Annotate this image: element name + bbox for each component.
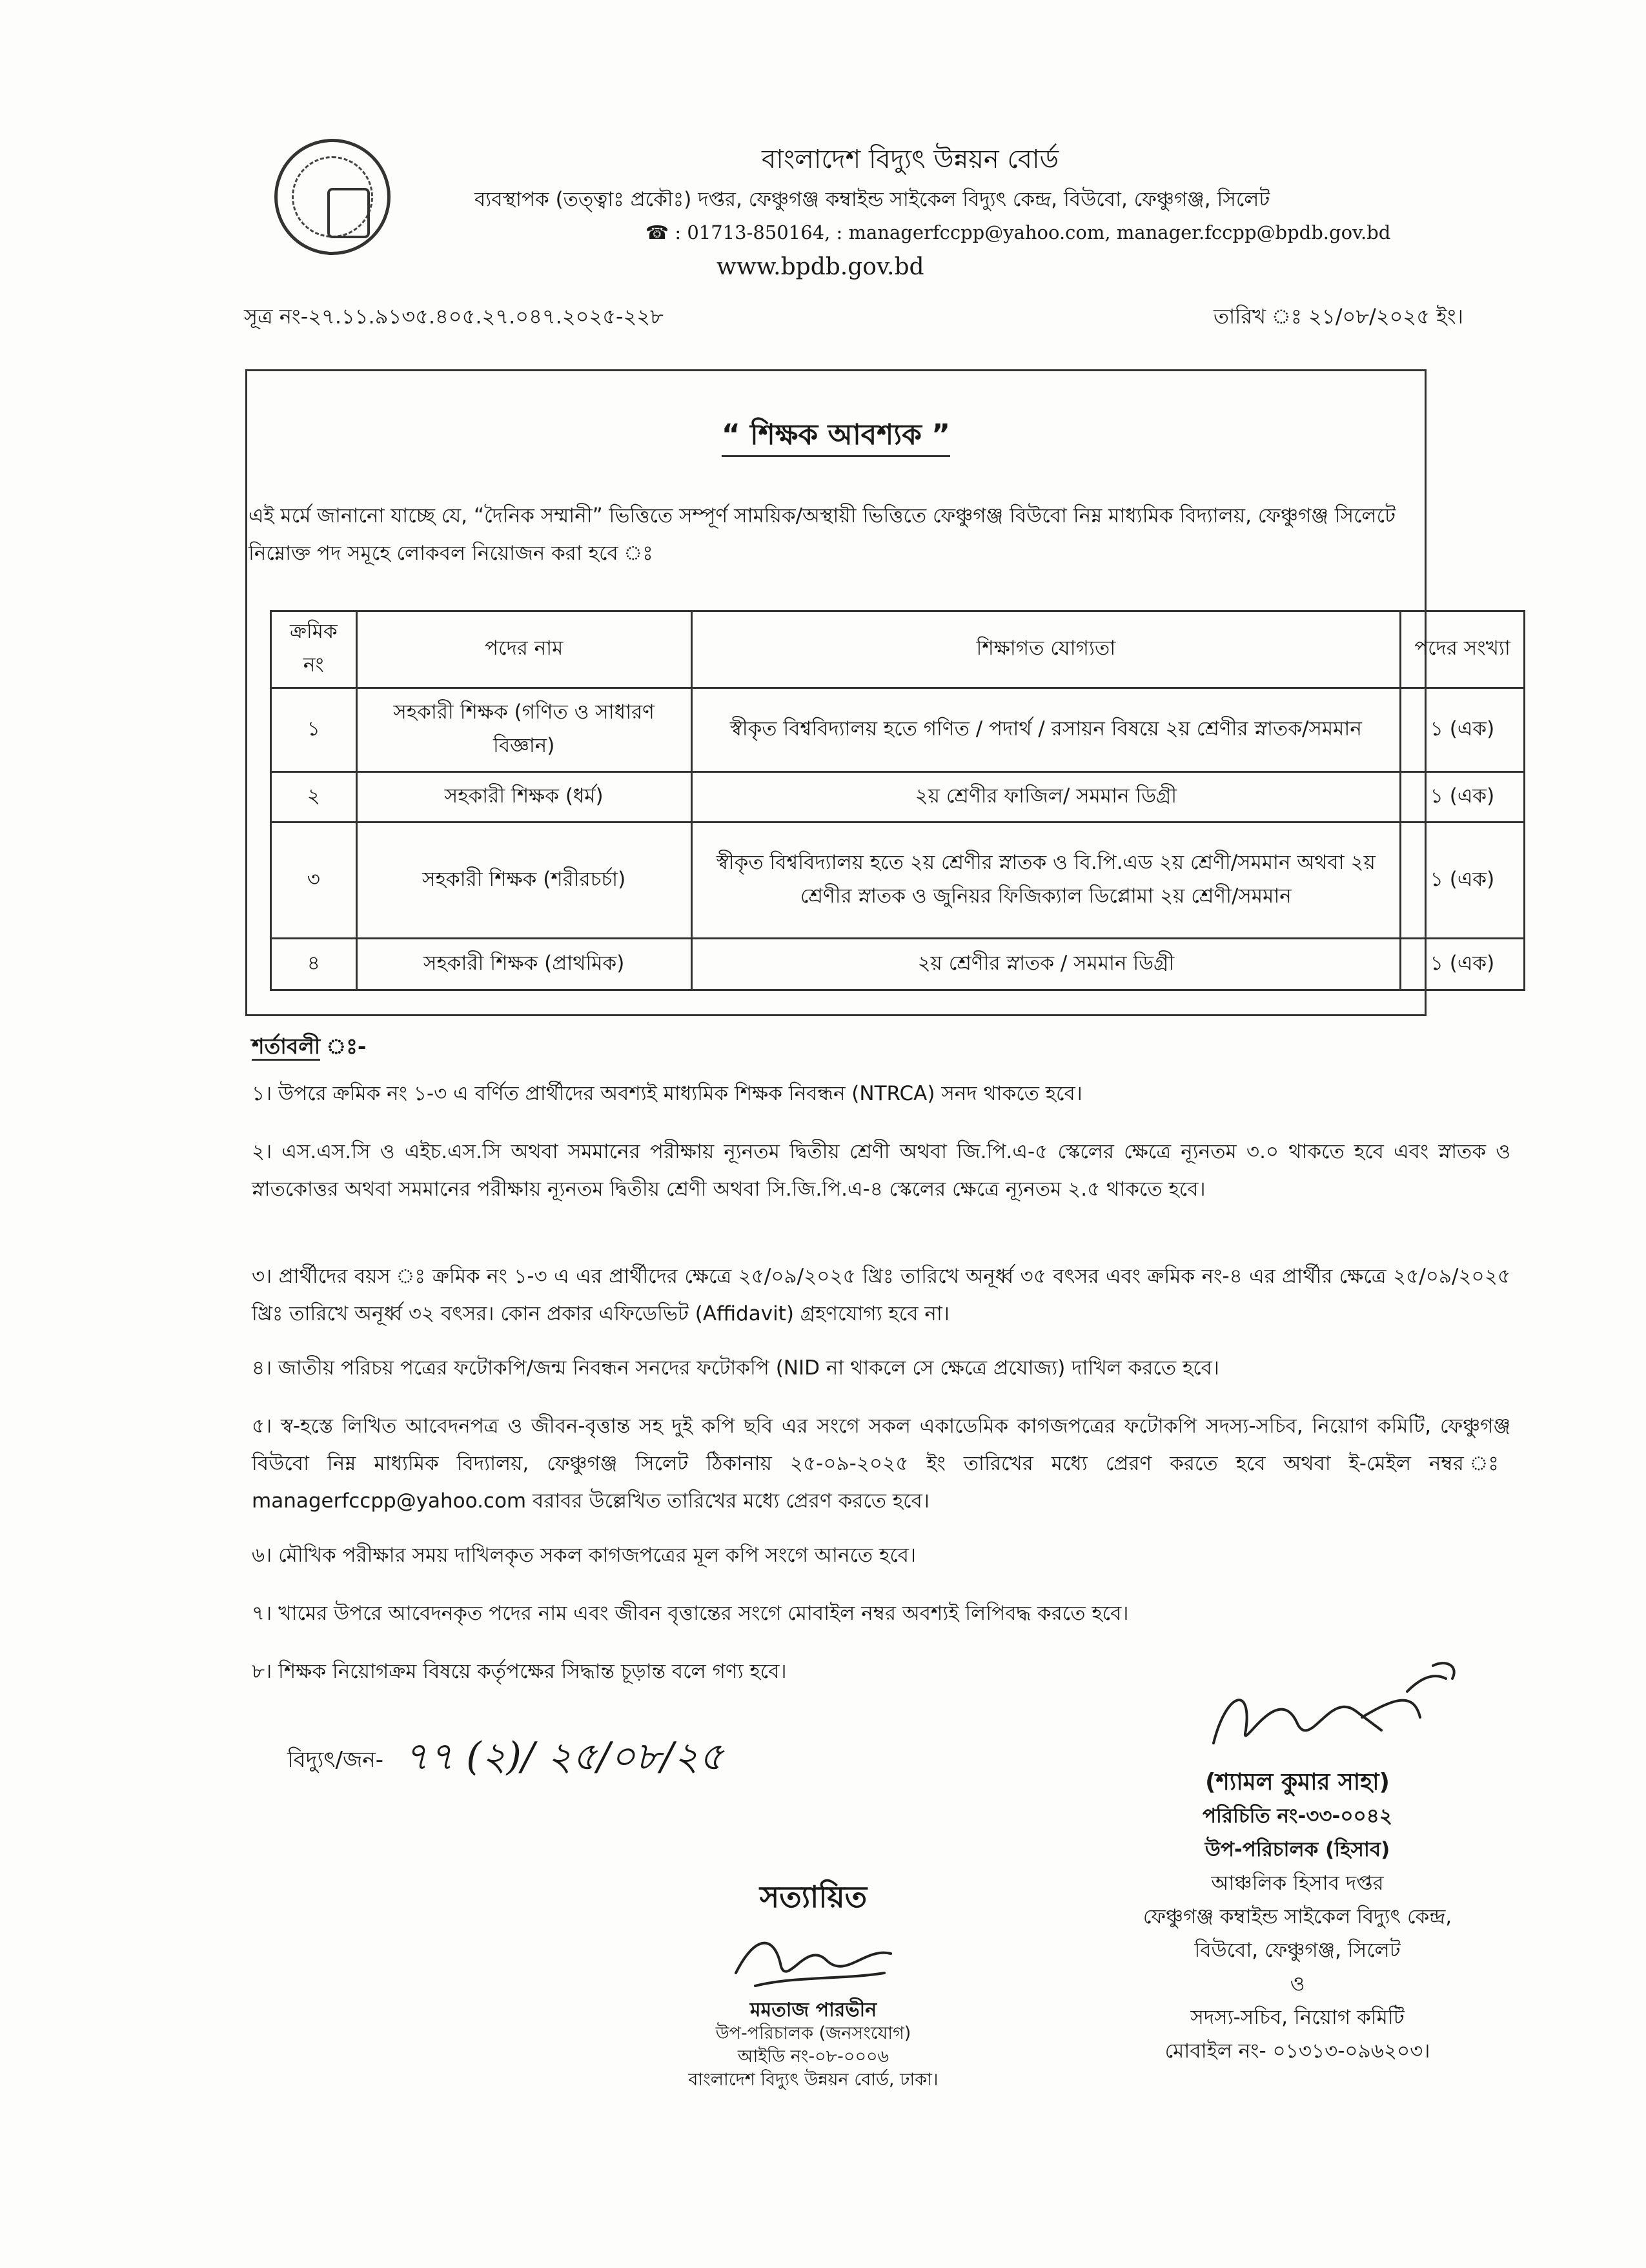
notice-heading: “ শিক্ষক আবশ্যক ” <box>245 413 1427 460</box>
signer-title: উপ-পরিচালক (হিসাব) <box>1204 1838 1390 1861</box>
condition-item: ৩। প্রার্থীদের বয়স ঃ ক্রমিক নং ১-৩ এ এর প্রার্থীদের ক্ষেত্রে ২৫/০৯/২০২৫ খ্রিঃ তারিখে অনূর্ধ্ব ৩৫ বৎসর এবং ক্রমিক নং-৪ এর প্রার্থীর ক্ষেত্রে ২৫/০৯/২০২৫ খ্রিঃ তারিখে অনূর্ধ্ব ৩২ বৎসর। কোন প্রকার এফিডেভিট (Affidavit) গ্রহণযোগ্য হবে না। <box>252 1265 1510 1325</box>
row-count: ১ (এক) <box>1400 688 1524 772</box>
attestation-stamp <box>658 1879 968 2092</box>
row-serial: ৩ <box>271 822 357 939</box>
row-serial: ১ <box>271 688 357 772</box>
row-serial: ৪ <box>271 939 357 990</box>
row-qualification: স্বীকৃত বিশ্ববিদ্যালয় হতে ২য় শ্রেণীর স্নাতক ও বি.পি.এড ২য় শ্রেণী/সমমান অথবা ২য় শ্রেণীর স্নাতক ও জুনিয়র ফিজিক্যাল ডিপ্লোমা ২য় শ্রেণী/সমমান <box>691 822 1400 939</box>
signer-office: আঞ্চলিক হিসাব দপ্তর <box>1211 1872 1384 1895</box>
signer-place: ফেঞ্চুগঞ্জ কম্বাইন্ড সাইকেল বিদ্যুৎ কেন্দ্র, <box>1143 1905 1452 1928</box>
attest-id: আইডি নং-০৮-০০০৬ <box>737 2047 889 2067</box>
table-row <box>271 939 1525 990</box>
signer-and: ও <box>1290 1972 1305 1996</box>
signer-block <box>1052 1766 1543 2068</box>
col-serial: ক্রমিক নং <box>271 611 357 688</box>
row-count: ১ (এক) <box>1400 772 1524 822</box>
notice-intro: এই মর্মে জানানো যাচ্ছে যে, “দৈনিক সম্মানী” ভিত্তিতে সম্পূর্ণ সাময়িক/অস্থায়ী ভিত্তিতে ফেঞ্চুগঞ্জ বিউবো নিম্ন মাধ্যমিক বিদ্যালয়, ফেঞ্চুগঞ্জ সিলেটে নিম্নোক্ত পদ সমূহে লোকবল নিয়োজন করা হবে ঃ <box>249 504 1396 565</box>
signature-image <box>1201 1653 1472 1762</box>
row-qualification: ২য় শ্রেণীর ফাজিল/ সমমান ডিগ্রী <box>691 772 1400 822</box>
contact-line <box>645 221 1390 243</box>
phone-icon: ☎ <box>645 221 669 243</box>
notice-date: তারিখ ঃ ২১/০৮/২০২৫ ইং। <box>1214 304 1464 329</box>
condition-item: ৭। খামের উপরে আবেদনকৃত পদের নাম এবং জীবন বৃত্তান্তের সংগে মোবাইল নম্বর অবশ্যই লিপিবদ্ধ করতে হবে। <box>252 1602 1129 1625</box>
col-count: পদের সংখ্যা <box>1400 611 1524 688</box>
row-serial: ২ <box>271 772 357 822</box>
signer-place2: বিউবো, ফেঞ্চুগঞ্জ, সিলেট <box>1194 1939 1401 1962</box>
attest-name: মমতাজ পারভীন <box>749 1999 877 2021</box>
website: www.bpdb.gov.bd <box>716 254 924 280</box>
condition-item: ৪। জাতীয় পরিচয় পত্রের ফটোকপি/জন্ম নিবন্ধন সনদের ফটোকপি (NID না থাকলে সে ক্ষেত্রে প্রযোজ্য) দাখিল করতে হবে। <box>252 1356 1220 1380</box>
condition-item: ২। এস.এস.সি ও এইচ.এস.সি অথবা সমমানের পরীক্ষায় ন্যূনতম দ্বিতীয় শ্রেণী অথবা জি.পি.এ-৫ স্কেলের ক্ষেত্রে ন্যূনতম ৩.০ থাকতে হবে এবং স্নাতক ও স্নাতকোত্তর অথবা সমমানের পরীক্ষায় ন্যূনতম দ্বিতীয় শ্রেণী অথবা সি.জি.পি.এ-৪ স্কেলের ক্ষেত্রে ন্যূনতম ২.৫ থাকতে হবে। <box>252 1140 1510 1201</box>
row-qualification: স্বীকৃত বিশ্ববিদ্যালয় হতে গণিত / পদার্থ / রসায়ন বিষয়ে ২য় শ্রেণীর স্নাতক/সমমান <box>691 688 1400 772</box>
organization-name: বাংলাদেশ বিদ্যুৎ উন্নয়ন বোর্ড <box>762 145 1059 174</box>
table-header-row <box>271 611 1525 688</box>
table-row <box>271 688 1525 772</box>
reference-handwritten: ৭৭ (২)/ ২৫/০৮/২৫ <box>403 1734 724 1779</box>
office-address: ব্যবস্থাপক (তত্ত্বাঃ প্রকৌঃ) দপ্তর, ফেঞ্চুগঞ্জ কম্বাইন্ড সাইকেল বিদ্যুৎ কেন্দ্র, বিউবো, ফেঞ্চুগঞ্জ, সিলেট <box>474 188 1270 211</box>
row-post: সহকারী শিক্ষক (গণিত ও সাধারণ বিজ্ঞান) <box>356 688 691 772</box>
table-row <box>271 822 1525 939</box>
attest-title: সত্যায়িত <box>759 1879 868 1914</box>
col-post: পদের নাম <box>356 611 691 688</box>
row-post: সহকারী শিক্ষক (প্রাথমিক) <box>356 939 691 990</box>
row-post: সহকারী শিক্ষক (শরীরচর্চা) <box>356 822 691 939</box>
signer-mobile: মোবাইল নং- ০১৩১৩-০৯৬২০৩। <box>1164 2039 1430 2063</box>
table-row <box>271 772 1525 822</box>
conditions-title: শর্তাবলী ঃ- <box>252 1030 367 1066</box>
attest-org: বাংলাদেশ বিদ্যুৎ উন্নয়ন বোর্ড, ঢাকা। <box>688 2070 939 2090</box>
organization-seal <box>274 139 391 255</box>
memo-number: সূত্র নং-২৭.১১.৯১৩৫.৪০৫.২৭.০৪৭.২০২৫-২২৮ <box>244 304 664 329</box>
condition-item: ৬। মৌখিক পরীক্ষার সময় দাখিলকৃত সকল কাগজপত্রের মূল কপি সংগে আনতে হবে। <box>252 1544 917 1567</box>
posts-table <box>270 610 1525 991</box>
signer-id: পরিচিতি নং-৩৩-০০৪২ <box>1203 1804 1392 1828</box>
col-qualification: শিক্ষাগত যোগ্যতা <box>691 611 1400 688</box>
reference-label: বিদ্যুৎ/জন- <box>287 1747 383 1773</box>
attest-signature-image <box>716 1921 910 1992</box>
row-count: ১ (এক) <box>1400 939 1524 990</box>
condition-item: ৮। শিক্ষক নিয়োগক্রম বিষয়ে কর্তৃপক্ষের সিদ্ধান্ত চূড়ান্ত বলে গণ্য হবে। <box>252 1660 787 1683</box>
attest-designation: উপ-পরিচালক (জনসংযোগ) <box>715 2023 911 2043</box>
condition-item: ৫। স্ব-হস্তে লিখিত আবেদনপত্র ও জীবন-বৃত্তান্ত সহ দুই কপি ছবি এর সংগে সকল একাডেমিক কাগজপত্রের ফটোকপি সদস্য-সচিব, নিয়োগ কমিটি, ফেঞ্চুগঞ্জ বিউবো নিম্ন মাধ্যমিক বিদ্যালয়, ফেঞ্চুগঞ্জ সিলেট ঠিকানায় ২৫-০৯-২০২৫ ইং তারিখের মধ্যে প্রেরণ করতে হবে অথবা ই-মেইল নম্বর ঃ managerfccpp@yahoo.com বরাবর উল্লেখিত তারিখের মধ্যে প্রেরণ করতে হবে। <box>252 1415 1510 1513</box>
row-count: ১ (এক) <box>1400 822 1524 939</box>
row-qualification: ২য় শ্রেণীর স্নাতক / সমমান ডিগ্রী <box>691 939 1400 990</box>
signer-name: (শ্যামল কুমার সাহা) <box>1205 1769 1390 1795</box>
signer-role: সদস্য-সচিব, নিয়োগ কমিটি <box>1190 2006 1405 2029</box>
condition-item: ১। উপরে ক্রমিক নং ১-৩ এ বর্ণিত প্রার্থীদের অবশ্যই মাধ্যমিক শিক্ষক নিবন্ধন (NTRCA) সনদ থাকতে হবে। <box>252 1082 1082 1105</box>
row-post: সহকারী শিক্ষক (ধর্ম) <box>356 772 691 822</box>
contact-text: : 01713-850164, : managerfccpp@yahoo.com, manager.fccpp@bpdb.gov.bd <box>675 221 1391 243</box>
